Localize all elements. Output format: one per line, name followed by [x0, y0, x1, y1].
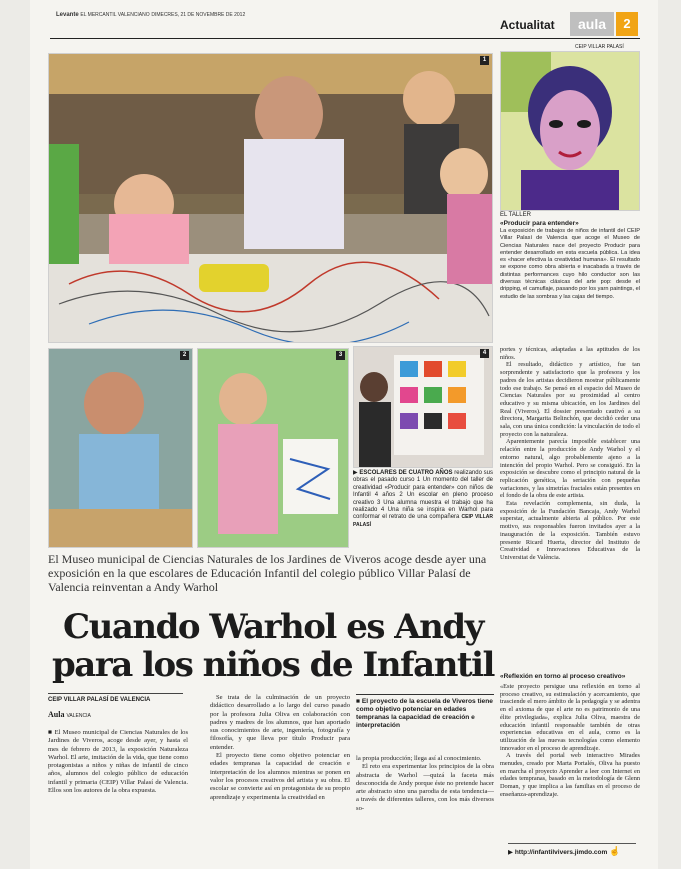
pull-quote-text: El proyecto de la escuela de Viveros tiene como objetivo potenciar en edades tempranas la capacidad de creación e interpretación: [356, 698, 493, 730]
workshop-photo-art: [49, 54, 492, 342]
right-p2: El resultado, didáctico y artístico, fue tan sorprendente y satisfactorio que la profesora y los padres de los artistas decidieron mostrar públicamente todo ese trabajo. Se pensó en el espacio del Museo de Ciencias Naturales por su proximidad al centro educativo y su misma ubicación, en los Jardines del Real (Viveros). El dossier presentado cautivó a su directora, Margarita Belinchón, que decidió ceder una sala, con una única condición: la vinculación de todo el proyecto con la naturaleza.: [500, 361, 640, 438]
body-p5: El reto era experimentar los principios de la obra abstracta de Warhol —quizá la faceta más desconocida de Andy porque éste no pretende hacer arte abstracto sino una parodia de esta tendencia— a través de diferentes talleres, con los más diversos so-: [356, 763, 494, 812]
caption-lead: ESCOLARES DE CUATRO AÑOS: [359, 470, 453, 476]
portrait-credit: CEIP VILLAR PALASÍ: [575, 44, 624, 50]
right-subhead: «Reflexión en torno al proceso creativo»: [500, 673, 626, 680]
sidebar-kicker: EL TALLER: [500, 212, 531, 218]
right-p5: «Este proyecto persigue una reflexión en torno al proceso creativo, su estimulación y acercamiento, que trasciende el mero ámbito de la pedagogía y se adentra en el axioma de que el arte no es patrimonio de una élite privilegiada», explica Julia Oliva, maestra de educación infantil responsable también de otras experiencias educativas en el aula, como es la utilización de las nuevas tecnologías como elemento innovador en el proceso de aprendizaje.: [500, 683, 640, 752]
body-p1: [48, 729, 188, 795]
photo-2-number: 2: [180, 351, 189, 360]
photo-boy: [48, 348, 193, 548]
pull-quote: [356, 694, 494, 730]
sidebar-taller: [500, 212, 640, 301]
hand-cursor-icon: ☝: [609, 846, 621, 856]
right-p3: Aparentemente parecía imposible establecer una relación entre la producción de Andy Warhol y el entorno natural, algo probablemente ajeno a la intención del propio Warhol. Pero se consiguió. En la exposición se descubre como el principio natural de la replicación genética, la seriación con pequeñas variaciones, y las simetrías fractales están presentes en el fondo de la obra de este artista.: [500, 438, 640, 500]
masthead: [56, 12, 356, 18]
subsection-box: [570, 12, 614, 36]
body-p3: El proyecto tiene como objetivo potenciar en edades tempranas la capacidad de creación e interpretación de los alumnos mientras se ponen en valor los procesos creativos del artista y su obra. El escolar se convierte así en protagonista de su propio aprendizaje y experimenta la creatividad en: [210, 752, 350, 801]
sidebar-title: «Producir para entender»: [500, 220, 579, 227]
page-number: 2: [623, 16, 631, 31]
section-label: [500, 18, 555, 32]
sidebar-body: La exposición de trabajos de niños de infantil del CEIP Villar Palasí de Valencia que acoge el Museo de Ciencias Naturales nace del proyecto Producir para entender desarrollado en esta escuela pública. La idea es «hacer efectiva la creatividad humana». El resultado se expone como obra abierta e inacabada a través de distintas performances cuyo hilo conductor son las diversas técnicas clásicas del arte pop: desde el dripping, el camuflaje, pasando por los yarn paintings, el estudio de las sombras y las cajas del tiempo.: [500, 228, 640, 300]
photo-workshop: [48, 53, 493, 343]
publisher: EL MERCANTIL VALENCIANO: [80, 12, 150, 18]
subsection-name: aula: [577, 16, 606, 32]
right-p6: A través del portal web interactivo Mirades menudes, creado por Marta Portalés, Oliva ha puesto en marcha el proyecto Aprender a leer con Internet en edades tempranas, basado en la metodología de Glenn Doman, y que implica a las familias en el proceso de enseñanza-aprendizaje.: [500, 752, 640, 798]
caption-arrow-icon: ▶: [353, 470, 358, 476]
headline-line-1: Cuando Warhol es Andy: [63, 607, 483, 647]
right-column: [500, 346, 640, 562]
photo-caption: [353, 470, 493, 529]
photo-boy-art: [49, 349, 192, 547]
body-col-3: [356, 755, 494, 813]
photo-warhol-wall: [353, 346, 493, 468]
photo-1-number: 1: [480, 56, 489, 65]
pull-quote-icon: ■: [356, 698, 360, 705]
byline-place: VALENCIA: [66, 713, 91, 719]
body-col1-text: El Museo municipal de Ciencias Naturales de los Jardines de Viveros, acoge desde ayer, y hasta el mes de febrero de 2013, la exposición Naturaleza Warhol. El arte, imitación de la vida, que tiene como protagonistas a niños y niñas de infantil de cinco años, alumnos del colegio público de educación infantil y primaria (CEIP) Villar Palasí de Valencia. Ellos son los autores de la obra expuesta.: [48, 729, 189, 795]
headline-line-2: para los niños de Infantil: [52, 645, 494, 685]
photo-3-number: 3: [336, 351, 345, 360]
header-rule: [50, 38, 640, 39]
caption-credit: CEIP VILLAR PALASÍ: [353, 514, 494, 528]
right-column-2: [500, 683, 640, 799]
photo-wall-art: [354, 347, 492, 467]
photo-warhol-portrait: [500, 51, 640, 211]
byline-source: Aula: [48, 710, 65, 719]
headline: [48, 608, 498, 684]
date-line: DIMECRES, 21 DE NOVEMBRE DE 2012: [151, 12, 246, 18]
deck: El Museo municipal de Ciencias Naturales de los Jardines de Viveros acoge desde ayer una exposición en la que escolares de Educación Infantil del colegio público Villar Palasí de Valencia reinventan a Andy Warhol: [48, 552, 487, 594]
photo-girl-art: [198, 349, 348, 547]
body-p2: Se trata de la culminación de un proyecto didáctico desarrollado a lo largo del curso pasado por la profesora Julia Oliva en colaboración con padres y madres de los alumnos, que han aportado sus conocimientos de arte, ingeniería, fotografía y filosofía, y que lleva por título Producir para entender.: [210, 694, 350, 751]
square-bullet-icon: ■: [48, 729, 53, 736]
link-arrow-icon: ▶: [508, 849, 513, 856]
right-p4: Esta revelación complementa, sin duda, la exposición de la Fundación Bancaja, Andy Warhol superstar, actualmente abierta al público. Por este motivo, sus responsables fueron invitados ayer a la inauguración de la exposición. También estuvo presente Ricard Huerta, director del Instituto de Creatividad e Innovaciones Educativas de la Universitat de València.: [500, 500, 640, 561]
body-p4: la propia producción; llega así al conocimiento.: [356, 755, 482, 762]
body-col-2: [210, 694, 350, 802]
newspaper-page: [30, 0, 658, 869]
caption-body: realizando sus obras el pasado curso 1 Un momento del taller de creatividad «Producir para entender» con niños de Infantil 4 años 2 Un escolar en pleno proceso creativo 3 Una alumna muestra el trabajo que ha realizado 4 Una niña se inspira en Warhol para conformar el retrato de una compañera: [353, 470, 493, 521]
byline-author: CEIP VILLAR PALASÍ DE VALENCIA: [48, 697, 151, 703]
photo-4-number: 4: [480, 349, 489, 358]
page-number-box: [616, 12, 638, 36]
portrait-art: [501, 52, 639, 210]
byline-rule-top: [48, 693, 183, 694]
web-link[interactable]: [508, 843, 636, 858]
section-name: Actualitat: [500, 18, 555, 32]
byline-source-line: [48, 710, 91, 719]
web-url[interactable]: http://infantilvivers.jimdo.com: [514, 849, 608, 856]
photo-girl: [197, 348, 349, 548]
right-p1: portes y técnicas, adaptadas a las aptitudes de los niños.: [500, 346, 640, 361]
body-col-1: [48, 729, 188, 795]
paper-name: Levante: [56, 12, 79, 18]
